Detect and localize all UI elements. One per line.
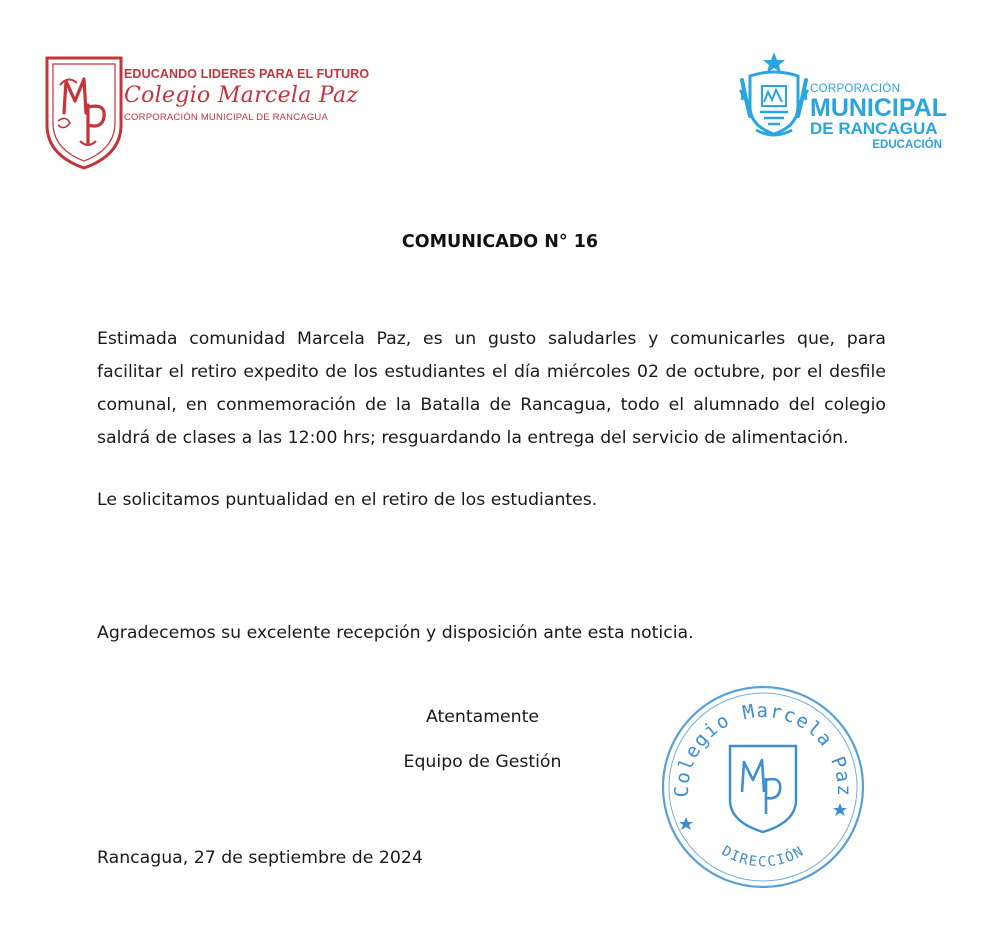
closing-block — [380, 707, 585, 772]
school-logo — [44, 55, 370, 175]
main-paragraph: Estimada comunidad Marcela Paz, es un gusto saludarles y comunicarles que, para facilitar el retiro expedito de los estudiantes el día miércoles 02 de octubre, por el desfile comunal, en conmemoración de la Batalla de Rancagua, todo el alumnado del colegio saldrá de clases a las 12:00 hrs; resguardando la entrega del servicio de alimentación. — [97, 329, 886, 448]
corporation-education: EDUCACIÓN — [872, 139, 942, 151]
corporation-logo — [738, 50, 958, 160]
document-title: COMUNICADO N° 16 — [401, 232, 599, 252]
rancagua-coat-of-arms-icon — [738, 50, 810, 140]
direction-stamp — [658, 682, 868, 892]
school-corporation: CORPORACIÓN MUNICIPAL DE RANCAGUA — [124, 112, 329, 123]
corporation-municipal: MUNICIPAL — [810, 94, 948, 122]
thanks-paragraph: Agradecemos su excelente recepción y disposición ante esta noticia. — [97, 623, 694, 643]
stamp-bottom-text: DIRECCIÓN — [718, 843, 808, 871]
corporation-logo-text — [810, 83, 960, 151]
place-date: Rancagua, 27 de septiembre de 2024 — [97, 848, 423, 868]
signoff: Atentamente — [425, 707, 540, 727]
school-name: Colegio Marcela Paz — [124, 83, 359, 108]
stamp-star-icon — [679, 803, 847, 830]
stamp-monogram-icon — [730, 746, 796, 832]
corporation-city: DE RANCAGUA — [810, 119, 938, 138]
svg-text:DIRECCIÓN — [719, 843, 808, 870]
stamp-top-text: Colegio Marcela Paz — [670, 700, 856, 798]
signature-team: Equipo de Gestión — [403, 752, 562, 772]
punctuality-request: Le solicitamos puntualidad en el retiro de los estudiantes. — [97, 490, 598, 510]
school-logo-text — [124, 67, 369, 123]
school-shield-icon — [44, 55, 124, 171]
corporation-label: CORPORACIÓN — [810, 83, 901, 95]
school-tagline: EDUCANDO LIDERES PARA EL FUTURO — [124, 67, 370, 81]
